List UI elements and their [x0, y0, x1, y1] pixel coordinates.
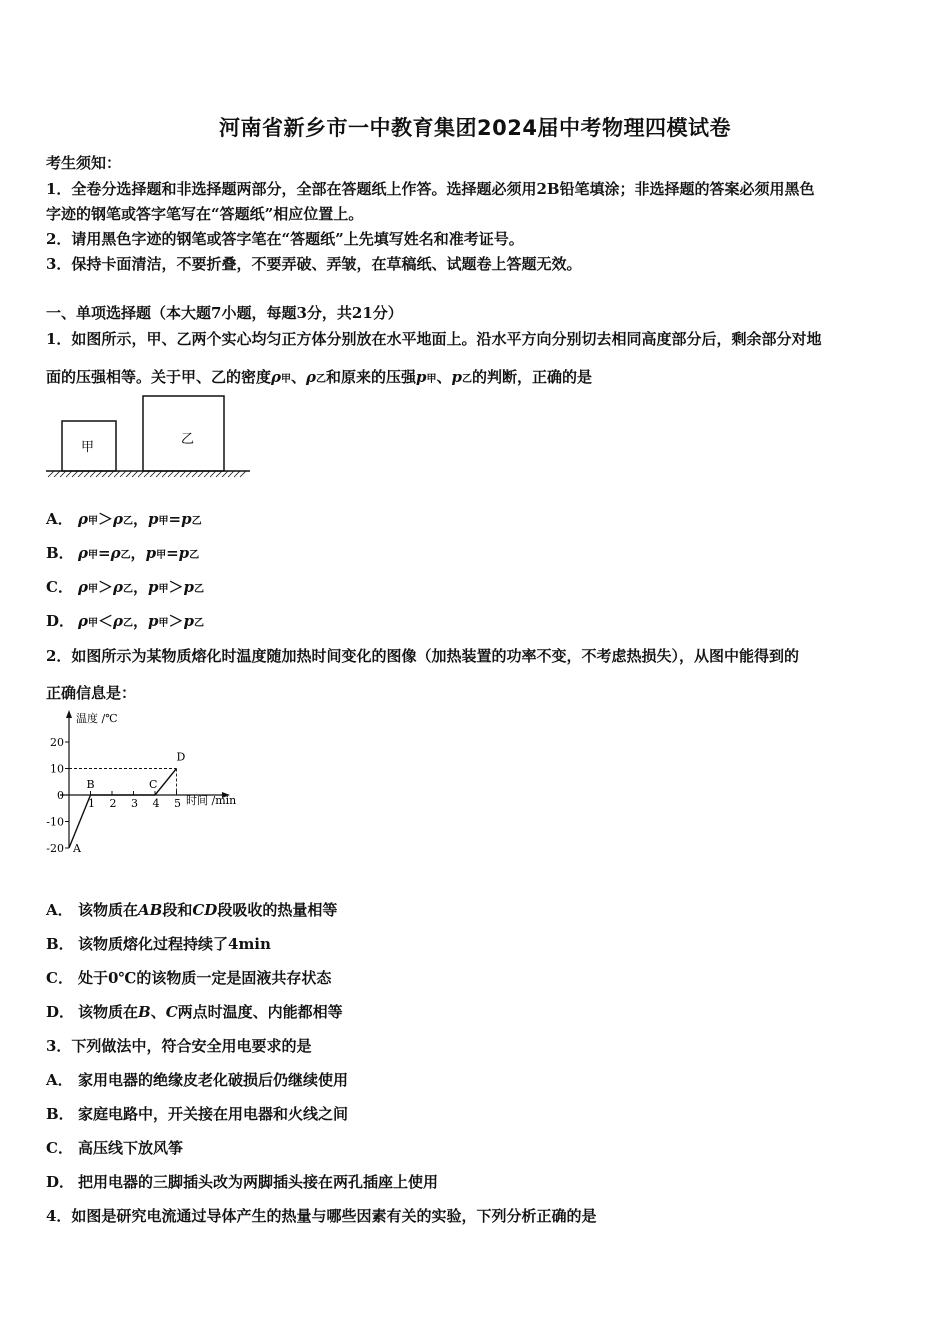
q2-stem-line1: 2．如图所示为某物质熔化时温度随加热时间变化的图像（加热装置的功率不变，不考虑热损失），从图中能得到的 — [46, 647, 799, 665]
q1-option-c[interactable]: C． ρ甲＞ρ乙，p甲＞p乙 — [46, 578, 205, 596]
notice-item: 字迹的钢笔或答字笔写在“答题纸”相应位置上。 — [46, 205, 364, 223]
x-tick-label: 2 — [109, 797, 117, 810]
y-tick-label: 10 — [50, 762, 64, 776]
y-tick-label: -20 — [46, 842, 64, 855]
x-axis-label: 时间 /min — [186, 794, 237, 807]
q1-stem-line1: 1．如图所示，甲、乙两个实心均匀正方体分别放在水平地面上。沿水平方向分别切去相同高度部分后，剩余部分对地 — [46, 330, 822, 348]
notice-item: 1．全卷分选择题和非选择题两部分，全部在答题纸上作答。选择题必须用2B铅笔填涂；非选择题的答案必须用黑色 — [46, 180, 815, 198]
point-label: D — [176, 750, 186, 764]
q2-option-c[interactable]: C． 处于0℃的该物质一定是固液共存状态 — [46, 969, 332, 987]
point-label: C — [149, 778, 158, 791]
q1-option-b[interactable]: B． ρ甲=ρ乙，p甲=p乙 — [46, 544, 200, 562]
q2-option-a[interactable]: A． 该物质在AB段和CD段吸收的热量相等 — [46, 901, 338, 919]
y-axis — [66, 710, 72, 848]
q2-option-b[interactable]: B． 该物质熔化过程持续了4min — [46, 935, 271, 953]
notice-item: 2．请用黑色字迹的钢笔或答字笔在“答题纸”上先填写姓名和准考证号。 — [46, 230, 524, 248]
ground-hatch — [48, 471, 246, 477]
q2-stem-line2: 正确信息是： — [46, 684, 137, 702]
y-tick-label: 0 — [57, 789, 64, 802]
section-heading: 一、单项选择题（本大题7小题，每题3分，共21分） — [46, 304, 403, 322]
q2-option-d[interactable]: D． 该物质在B、C两点时温度、内能都相等 — [46, 1003, 343, 1021]
q2-temperature-chart — [40, 708, 260, 858]
q4-stem: 4．如图是研究电流通过导体产生的热量与哪些因素有关的实验，下列分析正确的是 — [46, 1207, 597, 1225]
q1-cubes-figure — [44, 393, 254, 483]
notice-item: 3．保持卡面清洁，不要折叠，不要弄破、弄皱，在草稿纸、试题卷上答题无效。 — [46, 255, 582, 273]
q3-option-c[interactable]: C． 高压线下放风筝 — [46, 1139, 184, 1157]
q3-option-d[interactable]: D． 把用电器的三脚插头改为两脚插头接在两孔插座上使用 — [46, 1173, 439, 1191]
q3-option-a[interactable]: A． 家用电器的绝缘皮老化破损后仍继续使用 — [46, 1071, 349, 1089]
series-line — [69, 769, 177, 849]
y-tick-label: -10 — [46, 815, 64, 829]
x-tick-label: 3 — [131, 797, 138, 810]
notice-heading: 考生须知： — [46, 154, 122, 172]
q1-option-d[interactable]: D． ρ甲＜ρ乙，p甲＞p乙 — [46, 612, 205, 630]
q3-option-b[interactable]: B． 家庭电路中，开关接在用电器和火线之间 — [46, 1105, 349, 1123]
x-tick-label: 1 — [88, 797, 95, 810]
q1-option-a[interactable]: A． ρ甲＞ρ乙，p甲=p乙 — [46, 510, 202, 528]
cube-jia-label: 甲 — [81, 440, 95, 455]
q1-stem-line2: 面的压强相等。关于甲、乙的密度ρ甲、ρ乙和原来的压强p甲、p乙的判断，正确的是 — [46, 368, 593, 386]
point-label: A — [73, 842, 81, 855]
x-tick-label: 5 — [174, 797, 181, 810]
y-axis-label: 温度 /℃ — [76, 712, 118, 725]
point-label: B — [86, 778, 95, 791]
x-tick-label: 4 — [152, 797, 160, 810]
q3-stem: 3．下列做法中，符合安全用电要求的是 — [46, 1037, 312, 1055]
page-title: 河南省新乡市一中教育集团2024届中考物理四模试卷 — [219, 116, 731, 140]
cube-yi-label: 乙 — [181, 432, 195, 447]
y-tick-label: 20 — [50, 736, 64, 749]
